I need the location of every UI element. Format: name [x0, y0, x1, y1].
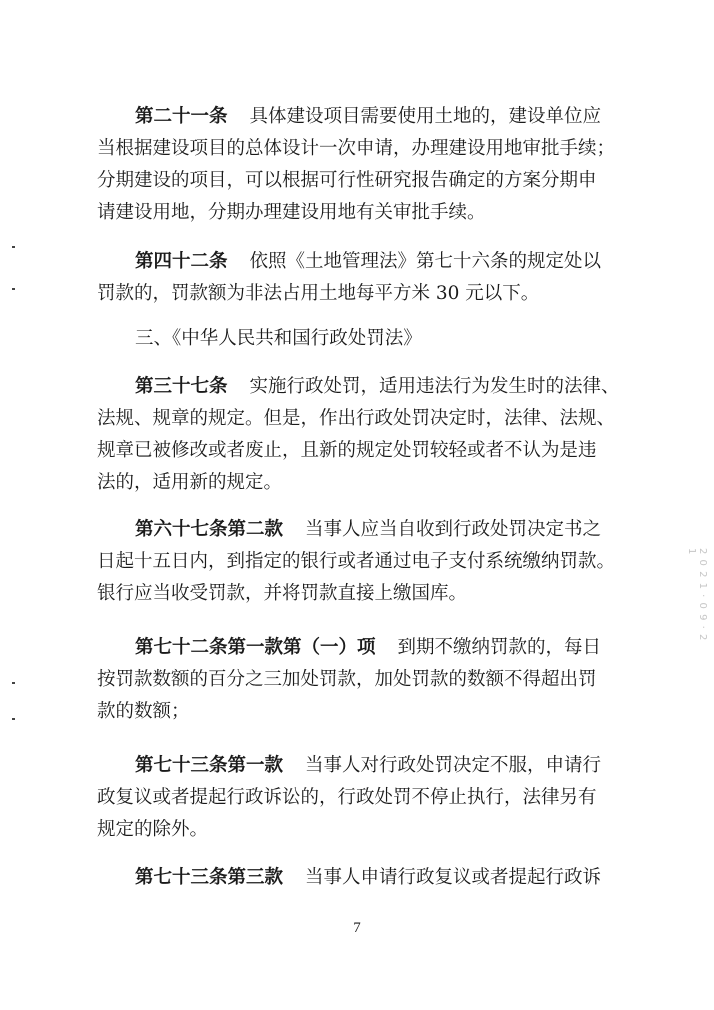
article-text-line: 到期不缴纳罚款的，每日: [397, 637, 602, 658]
article-heading: 第七十三条第三款: [135, 867, 284, 888]
article-text-line: 当事人对行政处罚决定不服，申请行: [305, 755, 602, 776]
article-text-line: 罚款的，罚款额为非法占用土地每平方米 30 元以下。: [97, 283, 540, 304]
section-heading: 三、《中华人民共和国行政处罚法》: [135, 328, 422, 349]
article-text-line: 日起十五日内，到指定的银行或者通过电子支付系统缴纳罚款。: [97, 551, 616, 572]
side-stamp: 2 0 2 1 · 0 9 · 2 1: [686, 548, 708, 642]
article-text-line: 法规、规章的规定。但是，作出行政处罚决定时，法律、法规、: [97, 408, 616, 429]
article-text-line: 款的数额；: [97, 701, 190, 722]
article-text-line: 分期建设的项目，可以根据可行性研究报告确定的方案分期申: [97, 170, 597, 191]
article-text-line: 当根据建设项目的总体设计一次申请，办理建设用地审批手续；: [97, 138, 616, 159]
article-text-line: 规章已被修改或者废止，且新的规定处罚较轻或者不认为是违: [97, 440, 597, 461]
article-heading: 第六十七条第二款: [135, 519, 284, 540]
article-heading: 第七十二条第一款第（一）项: [135, 637, 376, 658]
scan-mark: [12, 682, 15, 684]
article-text-line: 请建设用地，分期办理建设用地有关审批手续。: [97, 202, 486, 223]
article-text-line: 法的，适用新的规定。: [97, 472, 283, 493]
article-67-2: [97, 514, 625, 610]
article-text-line: 政复议或者提起行政诉讼的，行政处罚不停止执行，法律另有: [97, 787, 597, 808]
article-text-line: 当事人申请行政复议或者提起行政诉: [305, 867, 602, 888]
article-73-1: [97, 750, 625, 846]
article-heading: 第七十三条第一款: [135, 755, 284, 776]
article-text-line: 银行应当收受罚款，并将罚款直接上缴国库。: [97, 583, 468, 604]
article-73-3: [97, 862, 625, 894]
article-42: [97, 246, 625, 310]
scan-mark: [12, 246, 15, 248]
article-heading: 第四十二条: [135, 251, 228, 272]
article-heading: 第三十七条: [135, 376, 228, 397]
article-text-line: 规定的除外。: [97, 819, 209, 840]
article-text-line: 依照《土地管理法》第七十六条的规定处以: [249, 251, 602, 272]
article-21: [97, 101, 625, 229]
article-text-line: 当事人应当自收到行政处罚决定书之: [305, 519, 602, 540]
article-text-line: 具体建设项目需要使用土地的，建设单位应: [249, 106, 602, 127]
article-heading: 第二十一条: [135, 106, 228, 127]
scan-mark: [12, 288, 15, 290]
article-text-line: 实施行政处罚，适用违法行为发生时的法律、: [249, 376, 620, 397]
page-number: 7: [353, 920, 361, 936]
scan-mark: [12, 718, 15, 720]
article-72-1-1: [97, 632, 625, 728]
article-text-line: 按罚款数额的百分之三加处罚款，加处罚款的数额不得超出罚: [97, 669, 597, 690]
article-37: [97, 371, 625, 499]
